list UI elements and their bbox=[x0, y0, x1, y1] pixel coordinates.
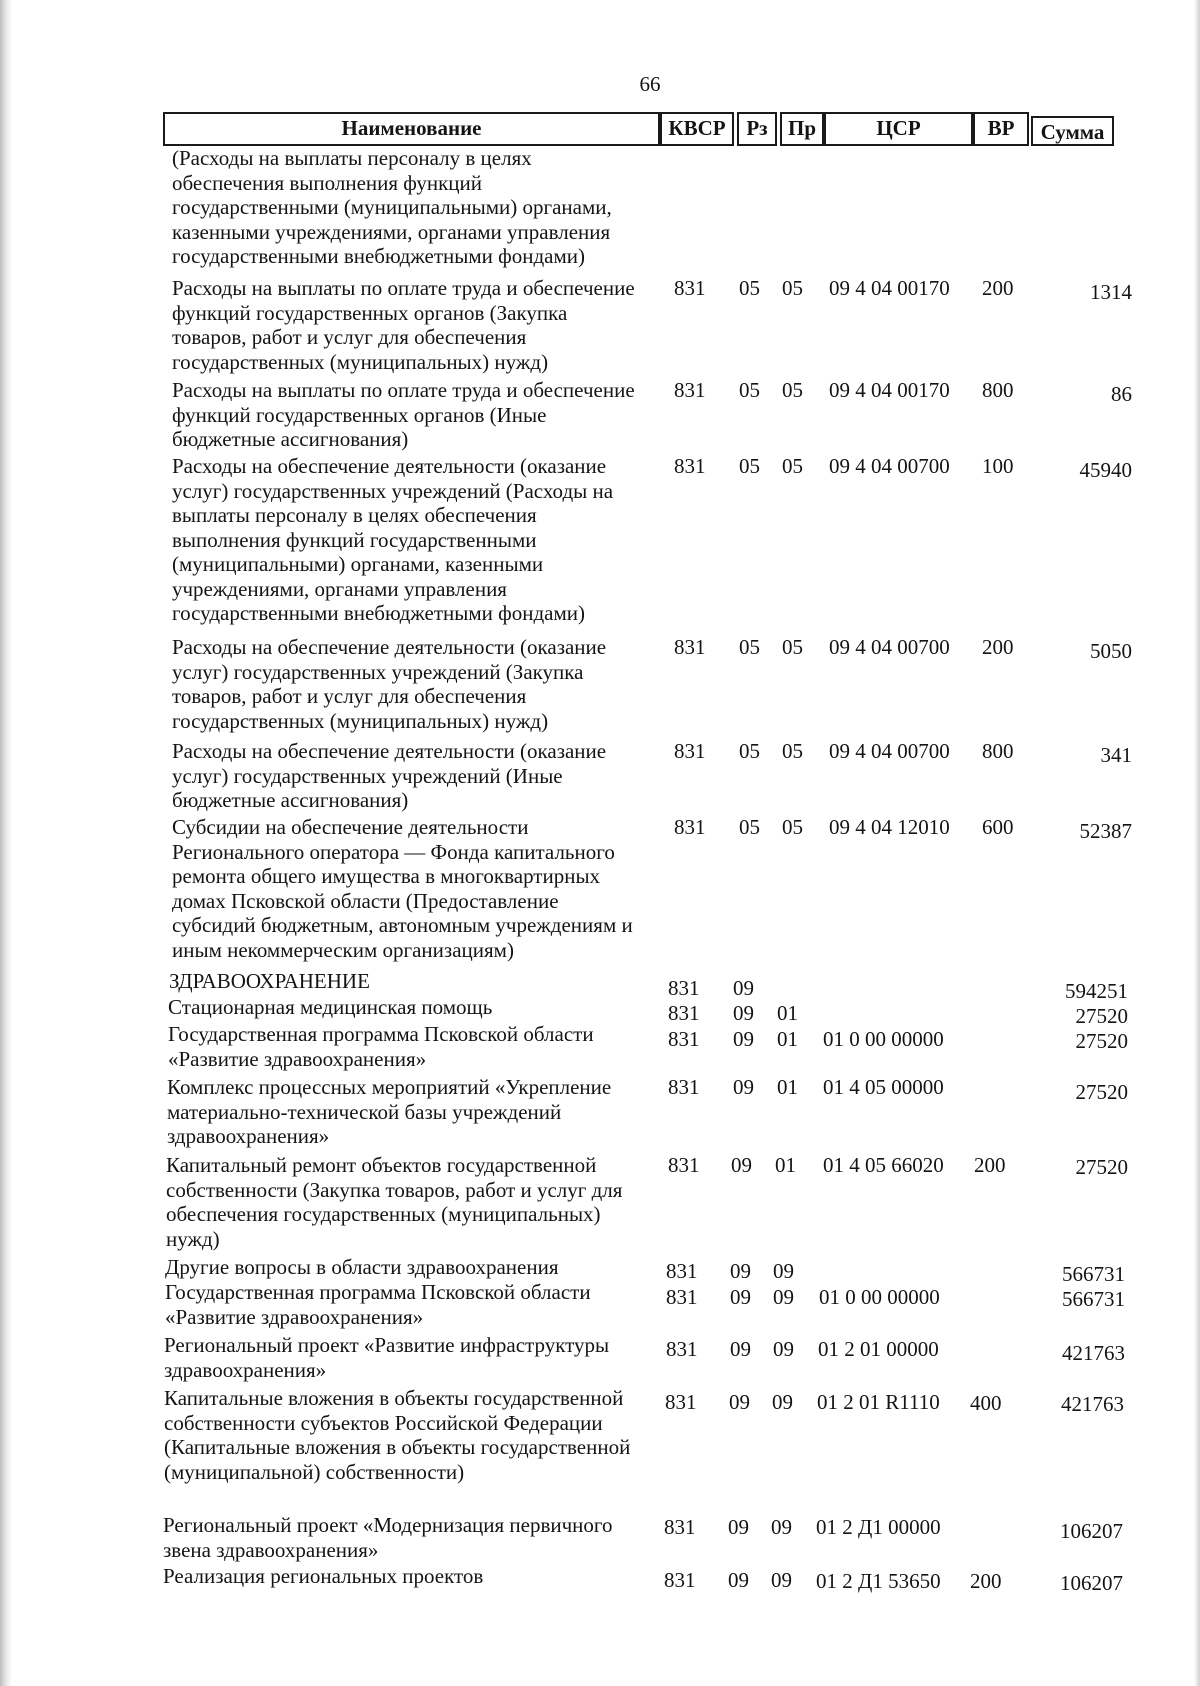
row-csr: 01 4 05 66020 bbox=[823, 1153, 944, 1177]
row-sum: 5050 bbox=[1090, 639, 1132, 663]
header-kvsr: КВСР bbox=[660, 112, 734, 146]
row-name: Региональный проект «Модернизация первичного звена здравоохранения» bbox=[163, 1513, 613, 1562]
page-number: 66 bbox=[639, 72, 661, 96]
row-csr: 01 2 01 00000 bbox=[818, 1337, 939, 1361]
row-csr: 09 4 04 00700 bbox=[829, 739, 950, 763]
row-name: (Расходы на выплаты персоналу в целях обеспечения выполнения функций государственными (муниципальными) органами, казенными учреждениями, органами управления государственными внебюджетными фондами) bbox=[172, 146, 612, 268]
row-pr: 05 bbox=[782, 454, 803, 478]
row-rz: 05 bbox=[739, 815, 760, 839]
row-kvsr: 831 bbox=[674, 454, 706, 478]
row-kvsr: 831 bbox=[664, 1515, 696, 1539]
row-rz: 05 bbox=[739, 635, 760, 659]
row-csr: 01 2 01 R1110 bbox=[817, 1390, 940, 1414]
row-pr: 09 bbox=[773, 1259, 794, 1283]
header-csr: ЦСР bbox=[824, 112, 973, 146]
row-sum: 106207 bbox=[1060, 1571, 1123, 1595]
row-name: Государственная программа Псковской области «Развитие здравоохранения» bbox=[168, 1022, 594, 1071]
row-sum: 421763 bbox=[1061, 1392, 1124, 1416]
row-kvsr: 831 bbox=[666, 1285, 698, 1309]
row-pr: 05 bbox=[782, 739, 803, 763]
row-name: Расходы на обеспечение деятельности (оказание услуг) государственных учреждений (Закупка товаров, работ и услуг для обеспечения государственных (муниципальных) нужд) bbox=[172, 635, 607, 733]
row-csr: 09 4 04 00170 bbox=[829, 378, 950, 402]
row-pr: 01 bbox=[775, 1153, 796, 1177]
row-name: Расходы на выплаты по оплате труда и обеспечение функций государственных органов (Закупка товаров, работ и услуг для обеспечения государственных (муниципальных) нужд) bbox=[172, 276, 635, 374]
row-vr: 400 bbox=[970, 1391, 1002, 1415]
row-rz: 09 bbox=[730, 1259, 751, 1283]
row-csr: 01 2 Д1 53650 bbox=[816, 1569, 941, 1593]
table-header bbox=[163, 112, 1114, 146]
row-rz: 09 bbox=[733, 1027, 754, 1051]
row-name: Расходы на обеспечение деятельности (оказание услуг) государственных учреждений (Расходы на выплаты персоналу в целях обеспечения выполнения функций государственными (муниципальными) органами, казенными учреждениями, органами управления государственными внебюджетными фондами) bbox=[172, 454, 614, 625]
row-kvsr: 831 bbox=[668, 976, 700, 1000]
row-sum: 566731 bbox=[1062, 1287, 1125, 1311]
row-sum: 1314 bbox=[1090, 280, 1132, 304]
row-kvsr: 831 bbox=[674, 739, 706, 763]
row-csr: 09 4 04 12010 bbox=[829, 815, 950, 839]
row-sum: 27520 bbox=[1075, 1004, 1128, 1028]
row-rz: 05 bbox=[739, 739, 760, 763]
row-kvsr: 831 bbox=[668, 1001, 700, 1025]
row-vr: 200 bbox=[974, 1153, 1006, 1177]
row-rz: 09 bbox=[729, 1390, 750, 1414]
row-kvsr: 831 bbox=[674, 378, 706, 402]
row-csr: 09 4 04 00700 bbox=[829, 635, 950, 659]
row-vr: 100 bbox=[982, 454, 1014, 478]
row-sum: 594251 bbox=[1065, 979, 1128, 1003]
row-sum: 27520 bbox=[1075, 1029, 1128, 1053]
row-name: Другие вопросы в области здравоохранения bbox=[165, 1255, 559, 1279]
row-vr: 200 bbox=[982, 635, 1014, 659]
row-pr: 05 bbox=[782, 378, 803, 402]
row-csr: 09 4 04 00700 bbox=[829, 454, 950, 478]
row-pr: 09 bbox=[773, 1285, 794, 1309]
row-sum: 45940 bbox=[1079, 458, 1132, 482]
row-sum: 27520 bbox=[1075, 1155, 1128, 1179]
row-pr: 09 bbox=[771, 1568, 792, 1592]
header-name: Наименование bbox=[163, 112, 660, 146]
row-name: Государственная программа Псковской области «Развитие здравоохранения» bbox=[165, 1280, 591, 1329]
row-sum: 52387 bbox=[1079, 819, 1132, 843]
row-pr: 05 bbox=[782, 635, 803, 659]
scan-edge-right bbox=[1194, 0, 1200, 1686]
row-kvsr: 831 bbox=[668, 1027, 700, 1051]
row-name: Реализация региональных проектов bbox=[163, 1564, 484, 1588]
row-name: Расходы на выплаты по оплате труда и обеспечение функций государственных органов (Иные бюджетные ассигнования) bbox=[172, 378, 635, 451]
row-vr: 600 bbox=[982, 815, 1014, 839]
header-rz: Рз bbox=[737, 112, 777, 146]
row-rz: 09 bbox=[731, 1153, 752, 1177]
row-kvsr: 831 bbox=[668, 1153, 700, 1177]
row-rz: 09 bbox=[733, 1075, 754, 1099]
row-csr: 09 4 04 00170 bbox=[829, 276, 950, 300]
row-rz: 09 bbox=[733, 1001, 754, 1025]
row-rz: 09 bbox=[728, 1568, 749, 1592]
row-kvsr: 831 bbox=[664, 1568, 696, 1592]
row-sum: 566731 bbox=[1062, 1262, 1125, 1286]
row-pr: 01 bbox=[777, 1027, 798, 1051]
row-name: Капитальные вложения в объекты государственной собственности субъектов Российской Федерации (Капитальные вложения в объекты государственной (муниципальной) собственности) bbox=[164, 1386, 631, 1484]
row-pr: 01 bbox=[777, 1075, 798, 1099]
row-rz: 09 bbox=[728, 1515, 749, 1539]
row-rz: 05 bbox=[739, 276, 760, 300]
row-vr: 800 bbox=[982, 378, 1014, 402]
row-kvsr: 831 bbox=[666, 1259, 698, 1283]
header-vr: ВР bbox=[973, 112, 1029, 146]
row-csr: 01 2 Д1 00000 bbox=[816, 1515, 941, 1539]
row-sum: 27520 bbox=[1075, 1080, 1128, 1104]
row-sum: 86 bbox=[1111, 382, 1132, 406]
row-sum: 106207 bbox=[1060, 1519, 1123, 1543]
row-vr: 200 bbox=[970, 1569, 1002, 1593]
row-name: Стационарная медицинская помощь bbox=[168, 995, 493, 1019]
row-rz: 05 bbox=[739, 454, 760, 478]
row-pr: 09 bbox=[771, 1515, 792, 1539]
row-csr: 01 0 00 00000 bbox=[823, 1027, 944, 1051]
header-sum: Сумма bbox=[1031, 116, 1114, 146]
row-name: ЗДРАВООХРАНЕНИЕ bbox=[169, 969, 370, 993]
row-csr: 01 4 05 00000 bbox=[823, 1075, 944, 1099]
row-kvsr: 831 bbox=[666, 1337, 698, 1361]
row-rz: 09 bbox=[733, 976, 754, 1000]
row-pr: 09 bbox=[773, 1337, 794, 1361]
row-name: Комплекс процессных мероприятий «Укрепление материально-технической базы учреждений здравоохранения» bbox=[167, 1075, 612, 1148]
row-kvsr: 831 bbox=[674, 635, 706, 659]
row-kvsr: 831 bbox=[674, 815, 706, 839]
row-rz: 05 bbox=[739, 378, 760, 402]
row-pr: 05 bbox=[782, 815, 803, 839]
row-pr: 09 bbox=[772, 1390, 793, 1414]
row-sum: 341 bbox=[1100, 743, 1132, 767]
row-csr: 01 0 00 00000 bbox=[819, 1285, 940, 1309]
row-sum: 421763 bbox=[1062, 1341, 1125, 1365]
row-name: Капитальный ремонт объектов государственной собственности (Закупка товаров, работ и услуг для обеспечения государственных (муниципальных) нужд) bbox=[166, 1153, 623, 1251]
header-pr: Пр bbox=[780, 112, 824, 146]
row-name: Региональный проект «Развитие инфраструктуры здравоохранения» bbox=[164, 1333, 610, 1382]
row-rz: 09 bbox=[730, 1285, 751, 1309]
row-kvsr: 831 bbox=[668, 1075, 700, 1099]
row-vr: 200 bbox=[982, 276, 1014, 300]
row-kvsr: 831 bbox=[665, 1390, 697, 1414]
row-vr: 800 bbox=[982, 739, 1014, 763]
row-rz: 09 bbox=[730, 1337, 751, 1361]
row-pr: 01 bbox=[777, 1001, 798, 1025]
scan-edge-left bbox=[0, 0, 12, 1686]
row-pr: 05 bbox=[782, 276, 803, 300]
row-name: Расходы на обеспечение деятельности (оказание услуг) государственных учреждений (Иные бюджетные ассигнования) bbox=[172, 739, 607, 812]
row-kvsr: 831 bbox=[674, 276, 706, 300]
row-name: Субсидии на обеспечение деятельности Регионального оператора — Фонда капитального ремонта общего имущества в многоквартирных домах Псковской области (Предоставление субсидий бюджетным, автономным учреждениям и иным некоммерческим организациям) bbox=[172, 815, 633, 962]
